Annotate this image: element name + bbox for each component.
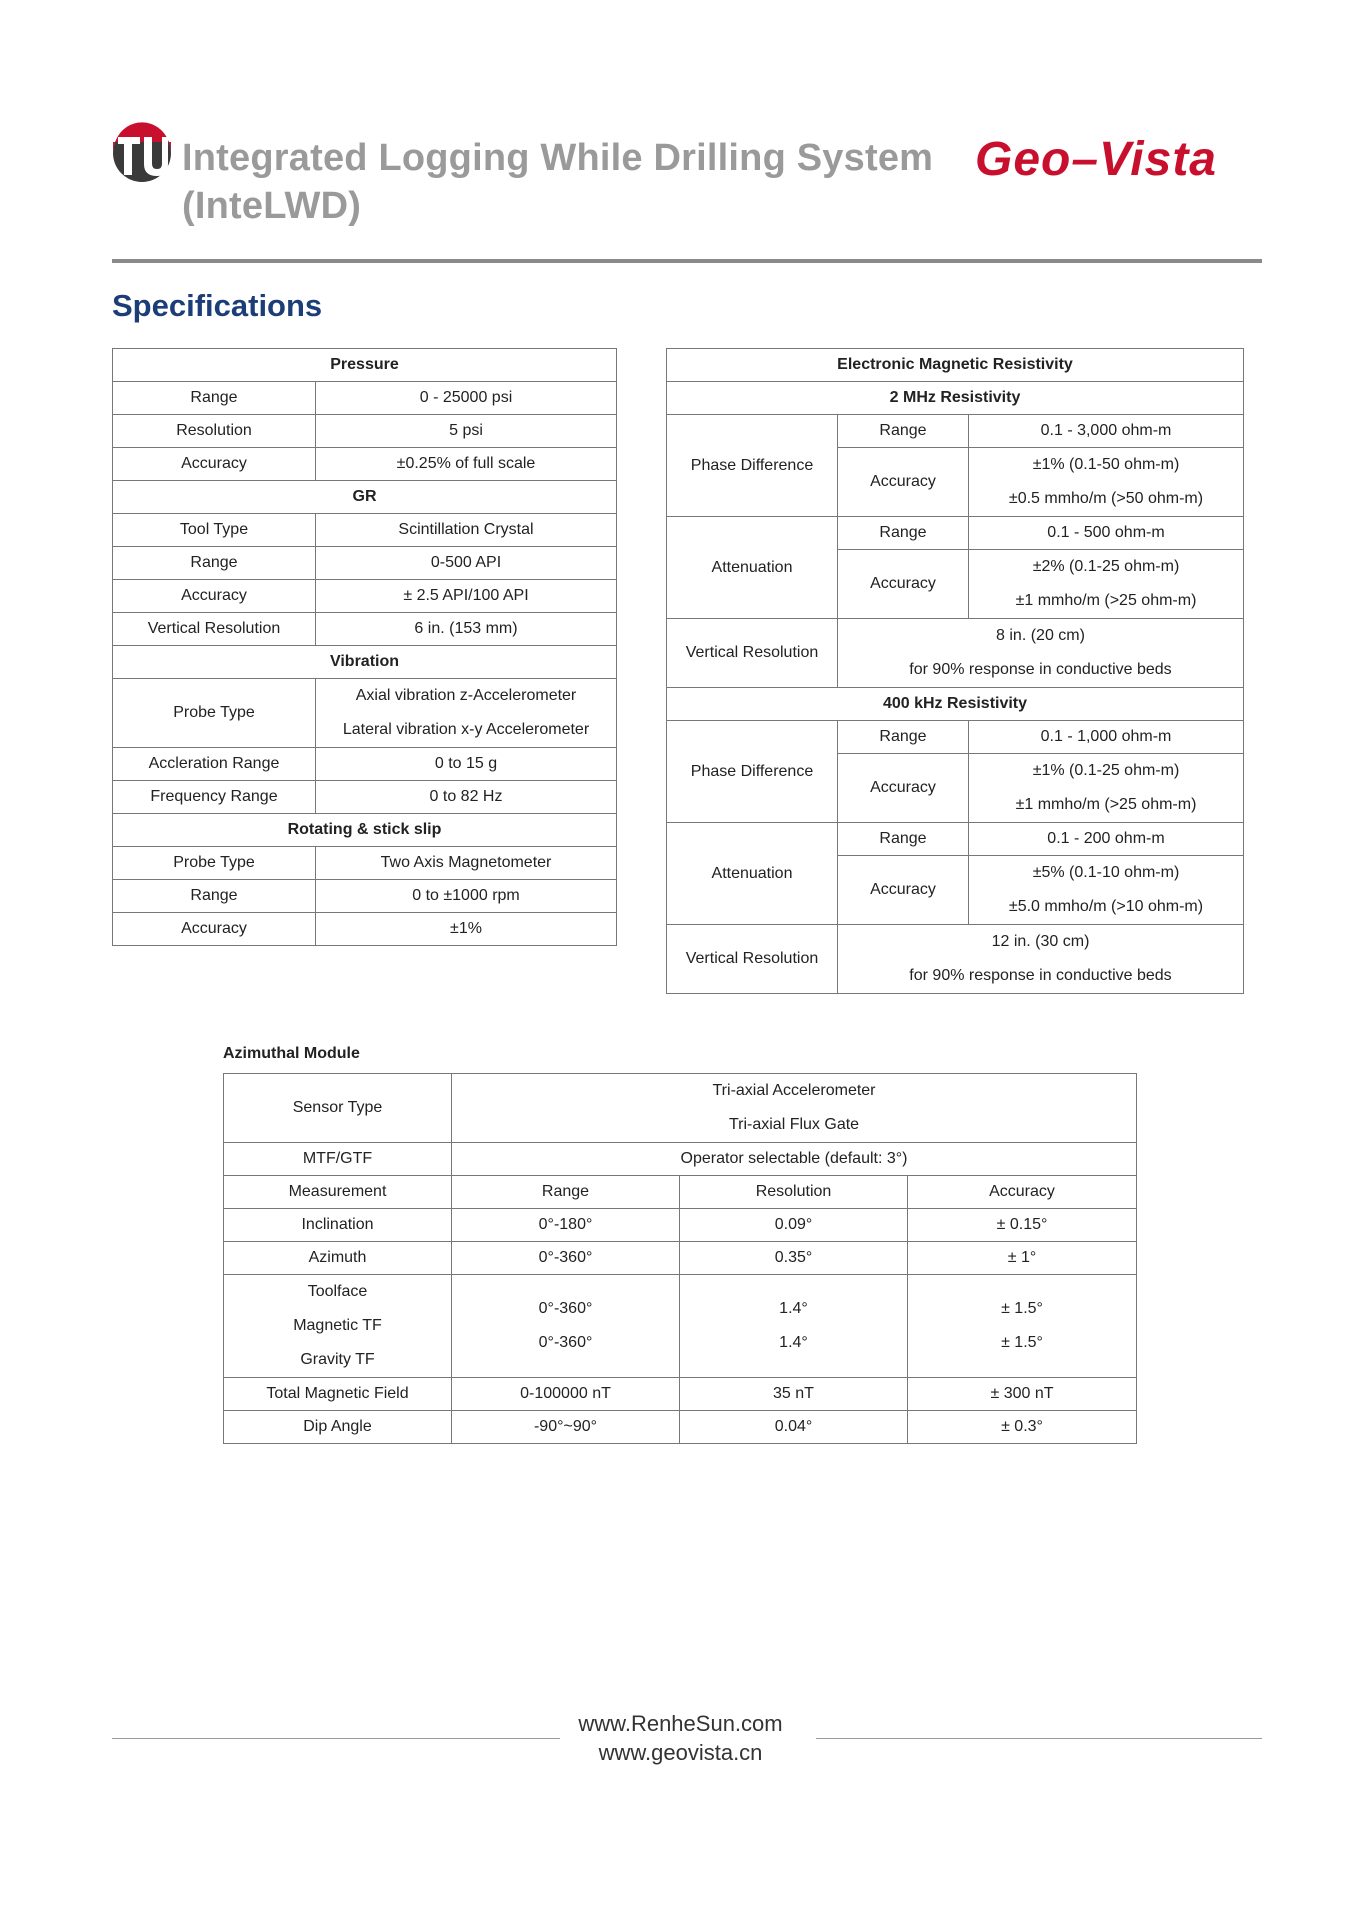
sub-label: Accuracy [838,856,969,925]
column-header: Measurement [224,1176,452,1209]
cell-range: 0°-360° [452,1242,680,1275]
row-value: Two Axis Magnetometer [316,847,617,880]
sub-label: Range [838,823,969,856]
value-line: ±2% (0.1-25 ohm-m) [1032,558,1180,575]
table-row [113,547,617,580]
cell-range: -90°~90° [452,1411,680,1444]
company-logo-icon [112,122,172,184]
table-row [113,814,617,847]
cell-accuracy: ± 1° [908,1242,1137,1275]
table-row [113,580,617,613]
row-value: Scintillation Crystal [316,514,617,547]
value-line: ±5% (0.1-10 ohm-m) [1032,864,1180,881]
row-value: 0.1 - 3,000 ohm-m [969,415,1244,448]
mhz2-heading: 2 MHz Resistivity [667,382,1244,415]
table-row [667,823,1244,856]
row-label: Sensor Type [224,1074,452,1143]
cell-range [452,1275,680,1378]
cell-resolution: 0.04° [680,1411,908,1444]
row-value: 5 psi [316,415,617,448]
cell-resolution [680,1275,908,1378]
table-row [113,481,617,514]
table-row [113,514,617,547]
brand-logo: Geo–Vista [975,133,1217,186]
vibration-heading: Vibration [113,646,617,679]
sub-label: Accuracy [838,550,969,619]
value-line: 1.4° [779,1334,808,1351]
row-value: ±1% [316,913,617,946]
value-line: 12 in. (30 cm) [991,933,1090,950]
row-value: 0 to 15 g [316,748,617,781]
row-value: 0.1 - 200 ohm-m [969,823,1244,856]
table-row [224,1209,1137,1242]
value-line: for 90% response in conductive beds [909,661,1172,678]
table-row [667,382,1244,415]
table-row [224,1176,1137,1209]
row-label: Total Magnetic Field [224,1378,452,1411]
value-line: Toolface [307,1283,368,1300]
value-line: ±1 mmho/m (>25 ohm-m) [1015,592,1197,609]
table-row [667,349,1244,382]
table-row [113,781,617,814]
row-label: Accleration Range [113,748,316,781]
value-line: for 90% response in conductive beds [909,967,1172,984]
cell-accuracy: ± 0.15° [908,1209,1137,1242]
table-row [224,1242,1137,1275]
value-line: 1.4° [779,1300,808,1317]
row-label: Tool Type [113,514,316,547]
row-label: Accuracy [113,913,316,946]
row-value: 0 to ±1000 rpm [316,880,617,913]
row-label: Frequency Range [113,781,316,814]
resistivity-heading: Electronic Magnetic Resistivity [667,349,1244,382]
table-row [667,688,1244,721]
azimuthal-spec-table [223,1073,1137,1444]
value-line: 0°-360° [538,1300,593,1317]
row-value [969,754,1244,823]
resistivity-spec-table [666,348,1244,994]
row-value: 0 - 25000 psi [316,382,617,415]
table-row [113,349,617,382]
cell-resolution: 0.09° [680,1209,908,1242]
value-line: Tri-axial Accelerometer [712,1082,876,1099]
pressure-heading: Pressure [113,349,617,382]
value-line: ±1 mmho/m (>25 ohm-m) [1015,796,1197,813]
row-label: MTF/GTF [224,1143,452,1176]
sub-label: Range [838,517,969,550]
table-row [667,517,1244,550]
table-row [667,925,1244,994]
value-line: Gravity TF [300,1351,375,1368]
row-label: Range [113,547,316,580]
row-label: Accuracy [113,448,316,481]
row-label: Range [113,382,316,415]
document-title [182,134,933,230]
rotating-heading: Rotating & stick slip [113,814,617,847]
table-row [113,382,617,415]
row-label: Resolution [113,415,316,448]
row-value: ±0.25% of full scale [316,448,617,481]
table-row [113,613,617,646]
footer-url-geovista[interactable]: www.geovista.cn [598,1740,763,1765]
row-label: Phase Difference [667,415,838,517]
row-label: Range [113,880,316,913]
value-line: Magnetic TF [293,1317,382,1334]
table-row [224,1411,1137,1444]
row-value: ± 2.5 API/100 API [316,580,617,613]
footer-url-renhesun[interactable]: www.RenheSun.com [578,1711,783,1736]
row-label: Dip Angle [224,1411,452,1444]
table-row [667,415,1244,448]
table-row [113,448,617,481]
row-label: Probe Type [113,847,316,880]
row-label [224,1275,452,1378]
table-row [224,1275,1137,1378]
column-header: Resolution [680,1176,908,1209]
table-row [113,880,617,913]
table-row [113,646,617,679]
row-value: 0.1 - 1,000 ohm-m [969,721,1244,754]
section-title: Specifications [112,288,323,323]
value-line: Axial vibration z-Accelerometer [355,687,577,704]
value-line: ±1% (0.1-25 ohm-m) [1032,762,1180,779]
row-value: 0 to 82 Hz [316,781,617,814]
cell-accuracy [908,1275,1137,1378]
footer-divider-left [112,1738,560,1739]
row-label: Vertical Resolution [113,613,316,646]
sub-label: Range [838,415,969,448]
row-value [452,1074,1137,1143]
footer-divider-right [816,1738,1262,1739]
row-value: 0-500 API [316,547,617,580]
row-label: Attenuation [667,517,838,619]
value-line: 0°-360° [538,1334,593,1351]
value-line: Tri-axial Flux Gate [728,1116,860,1133]
document-title-line1: Integrated Logging While Drilling System [182,137,934,179]
table-row [113,847,617,880]
table-row [667,619,1244,688]
table-row [224,1074,1137,1143]
sub-label: Accuracy [838,754,969,823]
row-value [838,619,1244,688]
cell-resolution: 35 nT [680,1378,908,1411]
gr-heading: GR [113,481,617,514]
value-line: ±0.5 mmho/m (>50 ohm-m) [1008,490,1204,507]
cell-resolution: 0.35° [680,1242,908,1275]
value-line: Lateral vibration x-y Accelerometer [342,721,590,738]
table-row [113,415,617,448]
row-label: Vertical Resolution [667,619,838,688]
value-line: ± 1.5° [1001,1300,1043,1317]
table-row [224,1143,1137,1176]
value-line: ± 1.5° [1001,1334,1043,1351]
cell-accuracy: ± 0.3° [908,1411,1137,1444]
row-value [969,550,1244,619]
row-label: Attenuation [667,823,838,925]
sub-label: Range [838,721,969,754]
row-value [838,925,1244,994]
table-row [224,1378,1137,1411]
column-header: Range [452,1176,680,1209]
row-label: Phase Difference [667,721,838,823]
left-spec-table [112,348,617,946]
value-line: ±5.0 mmho/m (>10 ohm-m) [1008,898,1204,915]
row-value [969,448,1244,517]
row-label: Accuracy [113,580,316,613]
value-line: ±1% (0.1-50 ohm-m) [1032,456,1180,473]
row-label: Vertical Resolution [667,925,838,994]
row-value: Operator selectable (default: 3°) [452,1143,1137,1176]
sub-label: Accuracy [838,448,969,517]
row-value: 0.1 - 500 ohm-m [969,517,1244,550]
document-title-line2: (InteLWD) [182,185,362,227]
cell-accuracy: ± 300 nT [908,1378,1137,1411]
cell-range: 0°-180° [452,1209,680,1242]
column-header: Accuracy [908,1176,1137,1209]
header-divider [112,259,1262,263]
row-label: Inclination [224,1209,452,1242]
azimuthal-title: Azimuthal Module [223,1045,360,1062]
row-value [969,856,1244,925]
khz400-heading: 400 kHz Resistivity [667,688,1244,721]
row-value: 6 in. (153 mm) [316,613,617,646]
table-row [113,679,617,748]
cell-range: 0-100000 nT [452,1378,680,1411]
table-row [113,913,617,946]
row-label: Probe Type [113,679,316,748]
row-value [316,679,617,748]
table-row [113,748,617,781]
row-label: Azimuth [224,1242,452,1275]
value-line: 8 in. (20 cm) [996,627,1085,644]
table-row [667,721,1244,754]
